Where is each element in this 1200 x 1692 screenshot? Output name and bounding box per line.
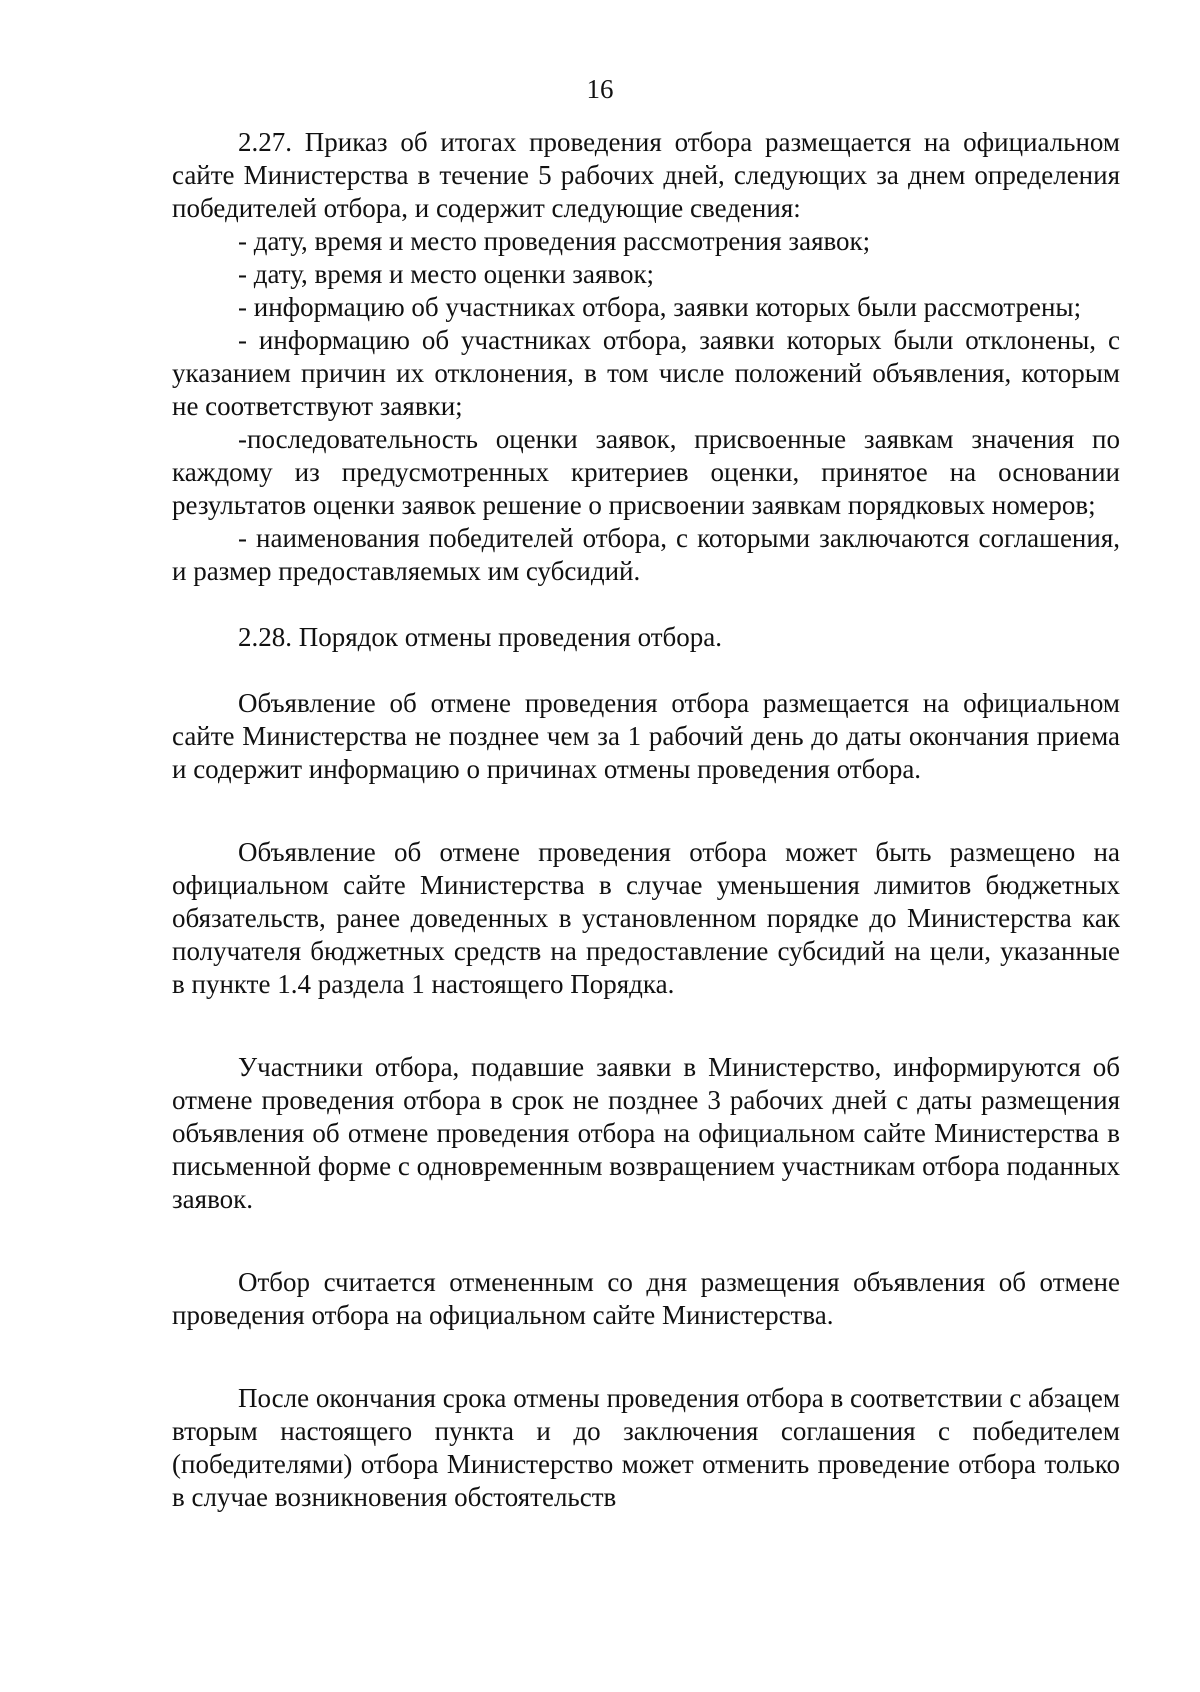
spacer bbox=[172, 786, 1120, 836]
paragraph-cancel-effective: Отбор считается отмененным со дня размещения объявления об отмене проведения отбора на официальном сайте Министерства. bbox=[172, 1267, 1120, 1330]
paragraph-2-28-heading: 2.28. Порядок отмены проведения отбора. bbox=[238, 622, 722, 652]
list-item-evaluation-date: - дату, время и место оценки заявок; bbox=[238, 259, 655, 289]
list-item-evaluation-sequence: -последовательность оценки заявок, присвоенные заявкам значения по каждому из предусмотренных критериев оценки, принятое на основании результатов оценки заявок решение о присвоении заявкам порядковых номеров; bbox=[172, 424, 1120, 520]
paragraph-cancel-after-period: После окончания срока отмены проведения отбора в соответствии с абзацем вторым настоящего пункта и до заключения соглашения с победителем (победителями) отбора Министерство может отменить проведение отбора только в случае возникновения обстоятельств bbox=[172, 1383, 1120, 1512]
document-body bbox=[172, 126, 1120, 1514]
list-item-winners: - наименования победителей отбора, с которыми заключаются соглашения, и размер предоставляемых им субсидий. bbox=[172, 523, 1120, 586]
list-item-reviewed-participants: - информацию об участниках отбора, заявки которых были рассмотрены; bbox=[238, 292, 1082, 322]
spacer bbox=[172, 1001, 1120, 1051]
list-item-rejected-participants: - информацию об участниках отбора, заявки которых были отклонены, с указанием причин их отклонения, в том числе положений объявления, которым не соответствуют заявки; bbox=[172, 325, 1120, 421]
paragraph-cancel-announcement: Объявление об отмене проведения отбора размещается на официальном сайте Министерства не позднее чем за 1 рабочий день до даты окончания приема и содержит информацию о причинах отмены проведения отбора. bbox=[172, 688, 1120, 784]
list-item-review-date: - дату, время и место проведения рассмотрения заявок; bbox=[238, 226, 871, 256]
spacer bbox=[172, 588, 1120, 621]
spacer bbox=[172, 1216, 1120, 1266]
paragraph-cancel-budget-limits: Объявление об отмене проведения отбора может быть размещено на официальном сайте Министерства в случае уменьшения лимитов бюджетных обязательств, ранее доведенных в установленном порядке до Министерства как получателя бюджетных средств на предоставление субсидий на цели, указанные в пункте 1.4 раздела 1 настоящего Порядка. bbox=[172, 837, 1120, 999]
spacer bbox=[172, 654, 1120, 687]
paragraph-cancel-participants-notice: Участники отбора, подавшие заявки в Министерство, информируются об отмене проведения отбора в срок не позднее 3 рабочих дней с даты размещения объявления об отмене проведения отбора на официальном сайте Министерства в письменной форме с одновременным возвращением участникам отбора поданных заявок. bbox=[172, 1052, 1120, 1214]
page-number: 16 bbox=[586, 74, 614, 104]
paragraph-2-27: 2.27. Приказ об итогах проведения отбора размещается на официальном сайте Министерства в течение 5 рабочих дней, следующих за днем определения победителей отбора, и содержит следующие сведения: bbox=[172, 127, 1120, 223]
spacer bbox=[172, 1332, 1120, 1382]
